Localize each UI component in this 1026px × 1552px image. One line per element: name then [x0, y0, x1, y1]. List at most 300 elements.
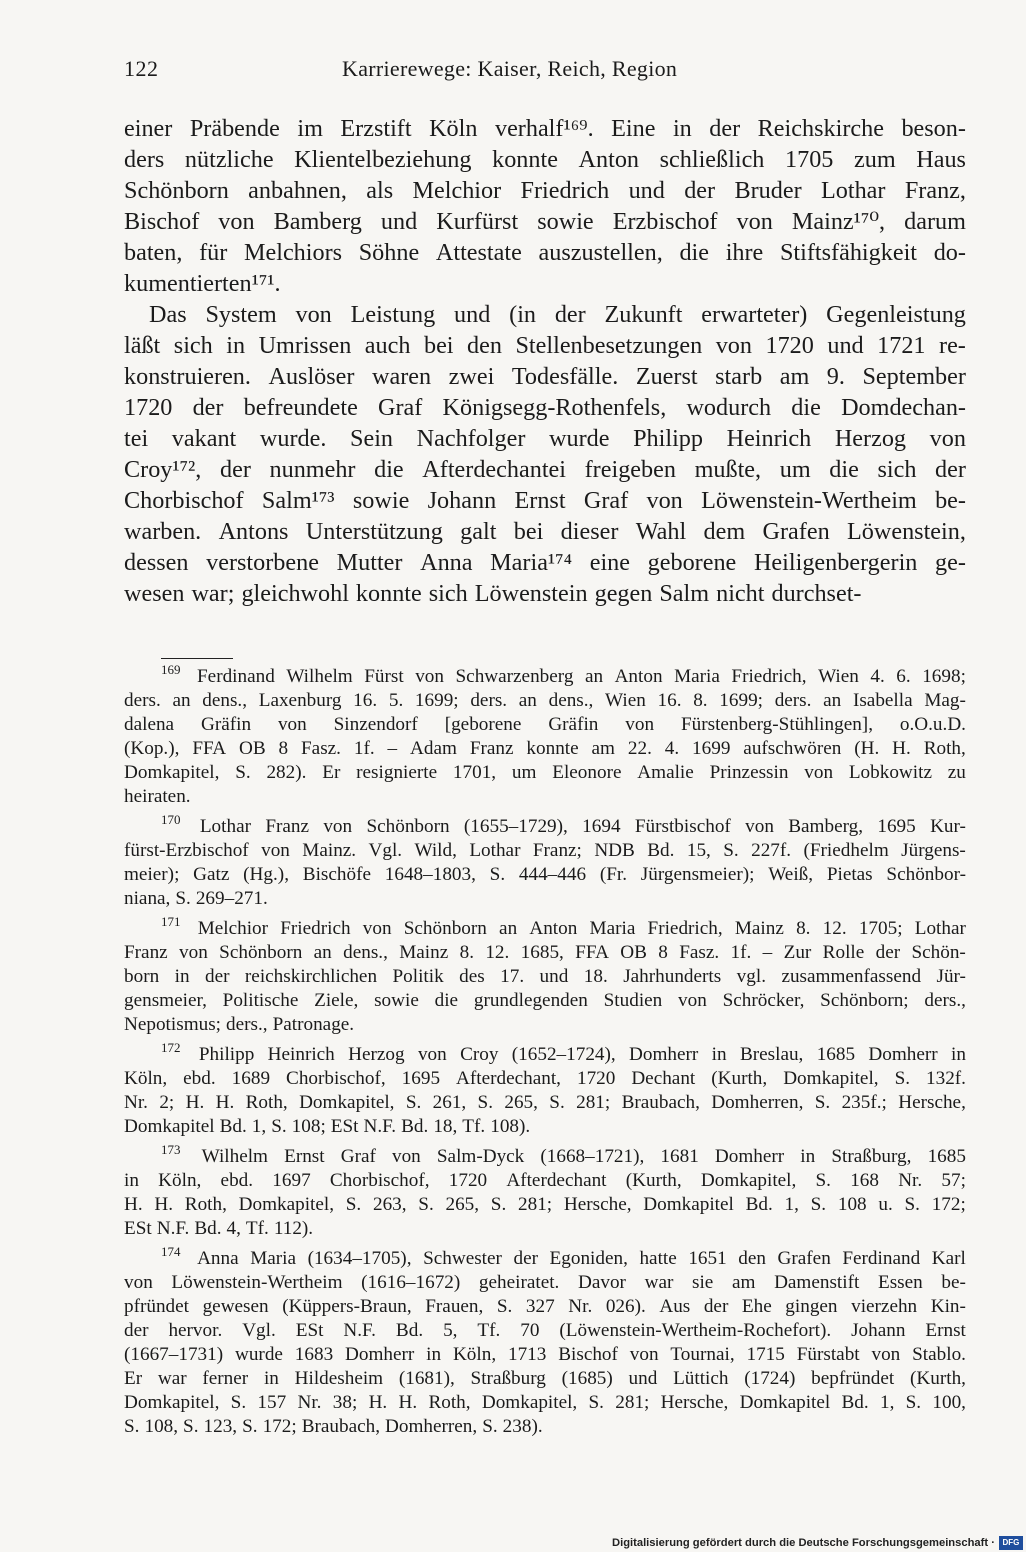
word: Domkapitel,	[124, 762, 220, 783]
word: 1705;	[858, 918, 903, 939]
word: 1720	[124, 394, 173, 421]
footnote-line	[124, 965, 966, 989]
word: 1681	[660, 1146, 699, 1167]
word: Philipp	[198, 1044, 255, 1065]
word: Adam	[410, 738, 457, 759]
word: ge-	[935, 549, 966, 576]
word: Söhne	[358, 239, 420, 266]
word: 16.	[353, 690, 378, 711]
word: Mainz	[399, 942, 449, 963]
word: schließlich	[659, 146, 765, 173]
word: S.	[482, 1416, 498, 1437]
word: Fasz.	[679, 942, 720, 963]
footnote-169	[124, 661, 966, 809]
footnote-line	[124, 913, 966, 941]
word: Herzog	[348, 1044, 405, 1065]
word: die	[791, 394, 821, 421]
word: S.	[810, 1194, 827, 1215]
word: von	[629, 1344, 659, 1365]
credit-text: Digitalisierung gefördert durch die Deutsche Forschungsgemeinschaft ·	[612, 1537, 995, 1549]
word: Köln,	[124, 1068, 168, 1089]
word: dens.,	[548, 690, 594, 711]
body-line	[124, 485, 966, 516]
word: 18,	[433, 1116, 458, 1137]
word: aufschwören	[743, 738, 842, 759]
word: meier);	[124, 864, 180, 885]
word: (Friedhelm	[803, 840, 889, 861]
footnote-number: 170	[161, 811, 181, 827]
word: H.	[124, 1194, 143, 1215]
word: dieser	[560, 518, 619, 545]
word: der	[204, 966, 230, 987]
footnotes	[124, 661, 966, 1445]
word: Domherr	[629, 1044, 699, 1065]
word: Stiftsfähigkeit	[779, 239, 918, 266]
word: und	[539, 966, 569, 987]
word: Braubach,	[301, 1416, 381, 1437]
word: S.	[905, 1392, 922, 1413]
word: 172;	[931, 1194, 966, 1215]
word: (1685)	[561, 1368, 613, 1389]
word: 100,	[932, 1392, 966, 1413]
word: an	[823, 690, 842, 711]
word: (1634–1705),	[307, 1248, 412, 1269]
word: NDB	[594, 840, 635, 861]
footnote-line	[124, 989, 966, 1013]
word: von	[415, 666, 444, 687]
word: Wien	[605, 690, 646, 711]
word: (Kurth,	[711, 1068, 768, 1089]
word: Politische	[222, 990, 299, 1011]
word: Salm	[659, 580, 710, 607]
footnote-line	[124, 737, 966, 761]
dfg-logo: DFG	[999, 1536, 1023, 1550]
word: S.	[549, 1092, 565, 1113]
word: am	[591, 738, 615, 759]
word: Domherr	[714, 1146, 785, 1167]
word: sich	[877, 456, 917, 483]
word: S.	[124, 1416, 140, 1437]
word: S.	[345, 1194, 362, 1215]
word: konnte	[526, 738, 579, 759]
word: N.F.	[156, 1218, 190, 1239]
word: Mainz.	[302, 840, 357, 861]
word: gensmeier,	[124, 990, 207, 1011]
word: Domkapitel	[739, 1392, 831, 1413]
word: Klientelbeziehung	[294, 146, 472, 173]
footnote-line	[124, 1067, 966, 1091]
word: Tournai,	[670, 1344, 735, 1365]
body-line	[124, 330, 966, 361]
word: an	[313, 942, 332, 963]
word: Hersche,	[563, 1194, 632, 1215]
word: Wilhelm	[286, 666, 353, 687]
word: Heiligenbergerin	[753, 549, 918, 576]
word: der	[554, 301, 586, 328]
word: Domkapitel,	[299, 1092, 395, 1113]
word: Lothar	[469, 840, 521, 861]
word: (Löwenstein-Wertheim-Rochefort).	[559, 1320, 832, 1341]
word: und	[628, 177, 665, 204]
footnote-line	[124, 1243, 966, 1271]
footnote-number: 172	[161, 1039, 181, 1055]
word: 1720	[765, 332, 814, 359]
word: Straßburg,	[831, 1146, 912, 1167]
footnote-line	[124, 1115, 966, 1139]
word: freigeben	[584, 456, 676, 483]
word: Das	[149, 301, 187, 328]
footnote-line	[124, 863, 966, 887]
word: vierzehn	[851, 1296, 918, 1317]
word: sowie	[374, 990, 419, 1011]
word: vakant	[171, 425, 237, 452]
word: bei	[513, 518, 544, 545]
word: warben.	[124, 518, 202, 545]
word: S.	[904, 1194, 920, 1215]
body-line	[124, 175, 966, 206]
word: Bd.	[841, 1392, 869, 1413]
word: (Küppers-Braun,	[282, 1296, 412, 1317]
word: Prinzessin	[709, 762, 789, 783]
word: Bd.	[219, 1116, 247, 1137]
word: Johann	[851, 1320, 906, 1341]
word: Nr.	[124, 1092, 148, 1113]
word: Roth,	[428, 1392, 471, 1413]
word: Eine	[611, 115, 656, 142]
word: Chorbischof,	[286, 1068, 386, 1089]
word: ESt	[295, 1320, 324, 1341]
word: niana,	[124, 888, 171, 909]
word: S.	[814, 1092, 831, 1113]
word: Frauen,	[425, 1296, 484, 1317]
word: läßt	[124, 332, 161, 359]
word: Bischof	[124, 208, 200, 235]
word: in	[263, 1368, 279, 1389]
word: Straßburg	[470, 1368, 546, 1389]
body-line	[124, 454, 966, 485]
word: 282).	[266, 762, 307, 783]
body-line	[124, 547, 966, 578]
word: 227f.	[751, 840, 792, 861]
word: Eleonore	[552, 762, 622, 783]
word: zum	[854, 146, 896, 173]
word: Grafen	[762, 518, 830, 545]
footnote-number: 174	[161, 1243, 181, 1259]
word: Roth,	[245, 1092, 288, 1113]
word: nunmehr	[269, 456, 356, 483]
word: wurde	[549, 425, 610, 452]
word: Bd.	[647, 840, 675, 861]
footnote-170	[124, 811, 966, 911]
word: konnte	[492, 146, 558, 173]
word: sich	[428, 580, 468, 607]
word: Mag-	[924, 690, 966, 711]
footnote-line	[124, 1193, 966, 1217]
word: Unterstützung	[305, 518, 443, 545]
body-line	[124, 516, 966, 547]
word: Domherren,	[711, 1092, 804, 1113]
footnote-line	[124, 689, 966, 713]
word: Kin-	[930, 1296, 966, 1317]
word: Löwenstein	[474, 580, 588, 607]
word: Vgl.	[368, 840, 403, 861]
word: S.	[235, 762, 251, 783]
word: (1655–1729),	[463, 816, 568, 837]
word: mußte,	[694, 456, 762, 483]
word: Kurfürst	[436, 208, 519, 235]
word: sowie	[352, 487, 410, 514]
footnote-line	[124, 1319, 966, 1343]
word: Schönborn	[219, 942, 303, 963]
word: 1699	[692, 738, 731, 759]
footnote-line	[124, 661, 966, 689]
word: Ehe	[741, 1296, 772, 1317]
word: u.	[878, 1194, 893, 1215]
word: Umrissen	[258, 332, 352, 359]
word: fürst-Erzbischof	[124, 840, 249, 861]
word: 1648–1803,	[384, 864, 476, 885]
word: Melchiors	[243, 239, 343, 266]
word: 1,	[251, 1116, 267, 1137]
footnote-line	[124, 1141, 966, 1169]
word: H.	[398, 1392, 418, 1413]
footnote-line	[124, 941, 966, 965]
word: Löwenstein-Wertheim	[171, 1272, 343, 1293]
word: sowie	[537, 208, 594, 235]
word: S.	[183, 1416, 199, 1437]
word: Kur-	[930, 816, 966, 837]
word: erwarteter)	[701, 301, 808, 328]
word: 4,	[226, 1218, 241, 1239]
word: Vgl.	[242, 1320, 276, 1341]
word: FFA	[192, 738, 227, 759]
word: die	[434, 990, 459, 1011]
word: wesen	[124, 580, 185, 607]
word: kumentierten¹⁷¹.	[124, 270, 281, 297]
word: (in	[509, 301, 537, 328]
word: Nr.	[898, 1170, 923, 1191]
word: 16.	[657, 690, 682, 711]
word: Schönborn	[124, 177, 229, 204]
word: 8.	[459, 942, 474, 963]
word: Schwester	[423, 1248, 502, 1269]
word: konnte	[355, 580, 422, 607]
word: 1721	[877, 332, 926, 359]
word: zu	[947, 762, 966, 783]
word: der	[124, 1320, 149, 1341]
word: Franz	[469, 738, 514, 759]
word: bei	[423, 332, 454, 359]
word: von	[277, 714, 307, 735]
word: Königsegg-Rothenfels,	[442, 394, 667, 421]
body-line	[124, 578, 966, 609]
word: heiraten.	[124, 786, 191, 807]
word: ebd.	[183, 1068, 216, 1089]
word: von	[871, 1344, 901, 1365]
word: Todesfälle.	[511, 363, 619, 390]
word: (H.	[854, 738, 880, 759]
word: in	[226, 332, 246, 359]
word: 1689	[231, 1068, 271, 1089]
word: Schönbor-	[886, 864, 966, 885]
word: von	[124, 1272, 153, 1293]
footnote-line	[124, 713, 966, 737]
word: Croy¹⁷²,	[124, 456, 202, 483]
word: 281;	[518, 1194, 553, 1215]
word: 1720	[448, 1170, 488, 1191]
word: Melchior	[412, 177, 502, 204]
word: 327	[525, 1296, 555, 1317]
word: hatte	[639, 1248, 677, 1269]
word: 9.	[826, 363, 845, 390]
word: Herzog	[834, 425, 907, 452]
word: Nr.	[568, 1296, 593, 1317]
word: Domherr	[868, 1044, 938, 1065]
word: von	[646, 487, 683, 514]
word: in	[174, 966, 190, 987]
word: Schön-	[911, 942, 966, 963]
word: Bd.	[401, 1116, 429, 1137]
word: dem	[703, 518, 746, 545]
word: Fürstenberg-Stühlingen],	[680, 714, 873, 735]
word: 444–446	[518, 864, 587, 885]
word: Rolle	[822, 942, 865, 963]
footnote-line	[124, 1091, 966, 1115]
footnote-number: 173	[161, 1141, 181, 1157]
word: von	[295, 301, 332, 328]
word: Friedrich,	[647, 918, 723, 939]
word: Domkapitel,	[124, 1392, 220, 1413]
word: Sinzendorf	[333, 714, 418, 735]
word: Domkapitel,	[783, 1068, 879, 1089]
word: geheiratet.	[478, 1272, 560, 1293]
word: tei	[124, 425, 149, 452]
word: gingen	[785, 1296, 838, 1317]
word: Maria¹⁷⁴	[490, 549, 573, 576]
word: anbahnen,	[248, 177, 347, 204]
word: (1724)	[744, 1368, 796, 1389]
footnote-line	[124, 887, 966, 911]
word: Lüttich	[673, 1368, 729, 1389]
word: 281;	[615, 1392, 650, 1413]
word: die	[374, 456, 404, 483]
word: OB	[238, 738, 266, 759]
word: Melchior	[197, 918, 269, 939]
word: Bd.	[745, 1194, 773, 1215]
word: ders	[124, 146, 165, 173]
word: Bamberg,	[788, 816, 864, 837]
word: Ziele,	[314, 990, 359, 1011]
word: an	[584, 666, 604, 687]
word: Gräfin	[548, 714, 599, 735]
word: von	[179, 942, 208, 963]
word: Maria	[250, 1248, 297, 1269]
word: war	[644, 1272, 674, 1293]
word: am	[731, 1272, 756, 1293]
word: ders.	[774, 690, 812, 711]
word: von	[804, 762, 834, 783]
word: 1695	[401, 1068, 441, 1089]
footnote-171	[124, 913, 966, 1037]
word: 8.	[796, 918, 811, 939]
word: Gräfin	[200, 714, 252, 735]
word: Dechant	[631, 1068, 696, 1089]
word: durchset-	[771, 580, 862, 607]
word: (Kurth,	[625, 1170, 682, 1191]
word: Reichskirche	[757, 115, 884, 142]
word: Anton	[614, 666, 663, 687]
word: Mainz¹⁷⁰,	[791, 208, 886, 235]
body-line	[124, 392, 966, 423]
word: Haus	[916, 146, 966, 173]
word: ferner	[202, 1368, 249, 1389]
word: 5,	[443, 1320, 458, 1341]
word: o.O.u.D.	[899, 714, 966, 735]
word: N.F.	[343, 1320, 376, 1341]
word: pfründet	[124, 1296, 190, 1317]
word: gegen	[594, 580, 653, 607]
footnote-line	[124, 1295, 966, 1319]
word: ders.,	[924, 990, 966, 1011]
word: Bischof	[558, 1344, 618, 1365]
word: Breslau,	[739, 1044, 804, 1065]
word: Egoniden,	[549, 1248, 628, 1269]
word: Domkapitel,	[238, 1194, 335, 1215]
word: 1720	[576, 1068, 616, 1089]
word: S.	[490, 1194, 507, 1215]
word: 123,	[203, 1416, 238, 1437]
word: Afterdechant,	[456, 1068, 561, 1089]
word: an	[499, 918, 518, 939]
word: zusammenfassend	[781, 966, 922, 987]
word: N.F.	[363, 1116, 397, 1137]
word: den	[738, 1248, 766, 1269]
word: 1715	[746, 1344, 785, 1365]
word: war	[157, 1368, 187, 1389]
word: Ernst	[284, 1146, 325, 1167]
word: darum	[904, 208, 966, 235]
word: den	[467, 332, 502, 359]
word: Mainz	[734, 918, 784, 939]
word: Amalie	[637, 762, 694, 783]
footnote-line	[124, 1217, 966, 1241]
word: und	[454, 301, 491, 328]
body-line	[124, 423, 966, 454]
word: Franz	[265, 816, 309, 837]
word: S.	[405, 1092, 422, 1113]
word: sich	[173, 332, 213, 359]
word: Fasz.	[301, 738, 341, 759]
word: einer	[124, 115, 173, 142]
word: Anton	[529, 918, 578, 939]
word: Köln,	[452, 1344, 497, 1365]
footnote-line	[124, 1169, 966, 1193]
word: 1695	[877, 816, 916, 837]
word: Graf	[340, 1146, 376, 1167]
word: in	[672, 115, 692, 142]
word: 8.	[693, 690, 708, 711]
word: 1f.	[353, 738, 375, 759]
word: Wien	[818, 666, 859, 687]
word: ders.	[470, 690, 508, 711]
word: September	[862, 363, 966, 390]
word: die	[829, 456, 859, 483]
word: Domkapitel,	[700, 1170, 797, 1191]
word: 8	[658, 942, 668, 963]
word: Domkapitel,	[481, 1392, 578, 1413]
word: gewesen	[202, 1296, 269, 1317]
word: vgl.	[736, 966, 766, 987]
